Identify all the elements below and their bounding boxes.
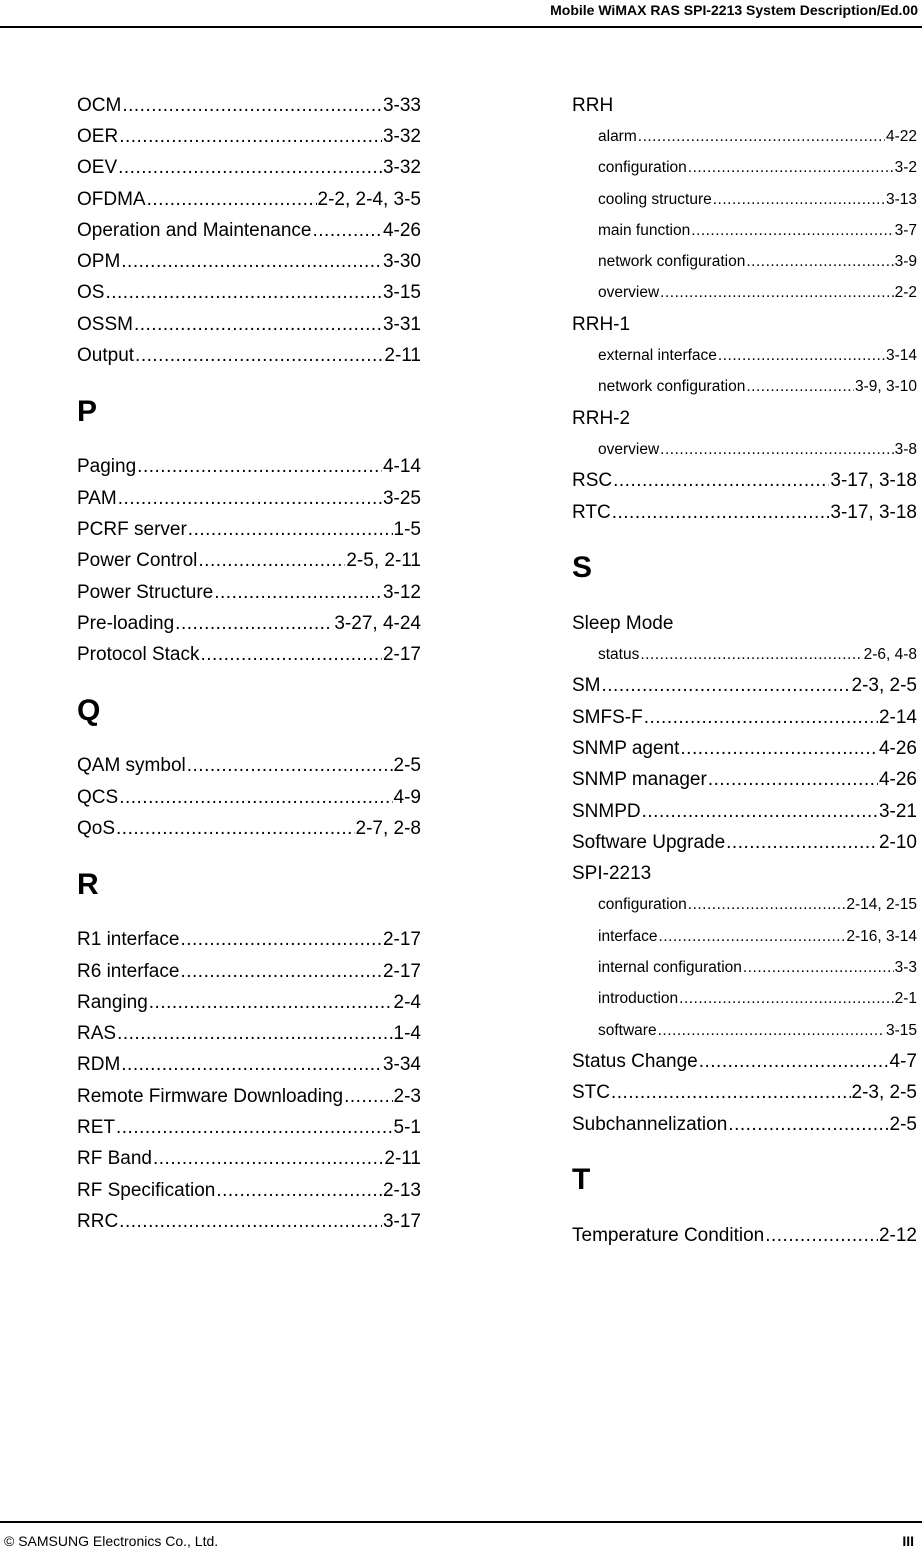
dot-leader — [642, 801, 878, 823]
index-page-ref: 4-26 — [878, 737, 917, 759]
index-term: RDM — [77, 1054, 121, 1076]
index-term: RAS — [77, 1023, 117, 1045]
index-term: Output — [77, 345, 135, 367]
index-entry — [77, 925, 421, 956]
index-term: OER — [77, 125, 119, 147]
index-page-ref: 3-34 — [382, 1054, 421, 1076]
dot-leader — [726, 832, 878, 854]
index-page-ref: 3-31 — [382, 313, 421, 335]
index-term: RSC — [572, 470, 613, 492]
index-page-ref: 3-33 — [382, 94, 421, 116]
index-page-ref: 3-2 — [894, 159, 917, 177]
index-entry — [572, 733, 917, 764]
index-term: QCS — [77, 786, 119, 808]
index-term: Subchannelization — [572, 1113, 728, 1135]
index-entry — [77, 1081, 421, 1112]
dot-leader — [602, 675, 851, 697]
index-page-ref: 2-13 — [382, 1179, 421, 1201]
index-page-ref: 2-16, 3-14 — [846, 927, 917, 945]
index-entry — [77, 956, 421, 987]
index-subentry — [572, 340, 917, 371]
dot-leader — [187, 755, 393, 777]
dot-leader — [640, 646, 862, 664]
index-page-ref: 3-7 — [894, 221, 917, 239]
dot-leader — [153, 1148, 383, 1170]
page-number: III — [902, 1533, 914, 1549]
dot-leader — [135, 345, 383, 367]
index-page-ref: 3-17, 3-18 — [830, 501, 917, 523]
index-page-ref: 2-17 — [382, 960, 421, 982]
index-entry — [572, 1078, 917, 1109]
dot-leader — [137, 456, 382, 478]
index-page-ref: 2-4 — [393, 991, 421, 1013]
index-page-ref: 2-6, 4-8 — [863, 646, 917, 664]
index-page-ref: 2-17 — [382, 929, 421, 951]
dot-leader — [644, 707, 878, 729]
section-letter-p: P — [77, 394, 98, 428]
dot-leader — [119, 787, 392, 809]
section-letter-s: S — [572, 551, 593, 585]
index-entry — [572, 671, 917, 702]
index-subentry — [572, 890, 917, 921]
index-term: Operation and Maintenance — [77, 219, 312, 241]
index-page-ref: 3-17, 3-18 — [830, 470, 917, 492]
index-page-ref: 2-3, 2-5 — [851, 1082, 917, 1104]
index-page-ref: 3-15 — [885, 1021, 917, 1039]
index-column-right — [572, 90, 917, 1252]
index-page-ref: 3-32 — [382, 125, 421, 147]
dot-leader — [117, 1023, 392, 1045]
dot-leader — [660, 441, 893, 459]
dot-leader — [658, 928, 845, 946]
index-term: RRC — [77, 1210, 119, 1232]
index-page-ref: 4-7 — [889, 1050, 917, 1072]
index-term: overview — [598, 284, 660, 302]
dot-leader — [688, 896, 846, 914]
index-term: RTC — [572, 501, 611, 523]
index-term: Protocol Stack — [77, 644, 200, 666]
index-page-ref: 3-27, 4-24 — [334, 612, 421, 634]
index-term: OSSM — [77, 313, 133, 335]
index-term: Paging — [77, 456, 137, 478]
dot-leader — [122, 95, 382, 117]
index-page-ref: 2-2 — [894, 284, 917, 302]
index-subentry — [572, 121, 917, 152]
index-term: R1 interface — [77, 929, 180, 951]
index-term: introduction — [598, 990, 679, 1008]
dot-leader — [718, 347, 885, 365]
index-subentry — [572, 1015, 917, 1046]
page-footer — [0, 1521, 922, 1551]
dot-leader — [198, 550, 345, 572]
index-subentry — [572, 984, 917, 1015]
dot-leader — [691, 222, 893, 240]
index-heading-rrh: RRH — [572, 94, 614, 116]
index-page-ref: 3-21 — [878, 800, 917, 822]
index-term: SNMP agent — [572, 737, 680, 759]
index-entry — [572, 796, 917, 827]
dot-leader — [175, 613, 333, 635]
index-page-ref: 3-8 — [894, 440, 917, 458]
index-term: R6 interface — [77, 960, 180, 982]
index-term: Software Upgrade — [572, 831, 726, 853]
index-term: SNMPD — [572, 800, 641, 822]
dot-leader — [679, 990, 893, 1008]
dot-leader — [713, 191, 885, 209]
index-entry — [572, 1220, 917, 1251]
index-entry — [77, 278, 421, 309]
dot-leader — [116, 818, 354, 840]
index-term: Power Control — [77, 550, 198, 572]
index-entry — [77, 1019, 421, 1050]
index-term: OFDMA — [77, 188, 146, 210]
index-page-ref: 3-15 — [382, 282, 421, 304]
index-subentry — [572, 246, 917, 277]
dot-leader — [105, 282, 382, 304]
index-page-ref: 2-11 — [384, 1148, 421, 1170]
index-page-ref: 3-9, 3-10 — [854, 378, 917, 396]
index-term: OCM — [77, 94, 122, 116]
index-term: OEV — [77, 157, 118, 179]
index-page-ref: 2-5 — [393, 755, 421, 777]
dot-leader — [119, 126, 382, 148]
index-entry — [77, 483, 421, 514]
index-term: SM — [572, 675, 601, 697]
dot-leader — [613, 470, 829, 492]
index-term: cooling structure — [598, 190, 712, 208]
dot-leader — [658, 1022, 885, 1040]
dot-leader — [201, 644, 382, 666]
index-entry — [77, 90, 421, 121]
dot-leader — [688, 159, 894, 177]
dot-leader — [188, 519, 393, 541]
section-letter-t: T — [572, 1163, 591, 1197]
index-entry — [77, 639, 421, 670]
index-page-ref: 3-3 — [894, 959, 917, 977]
index-term: main function — [598, 221, 691, 239]
dot-leader — [119, 1211, 382, 1233]
index-term: status — [598, 646, 640, 664]
index-subentry — [572, 639, 917, 670]
index-page-ref: 1-5 — [393, 518, 421, 540]
index-entry — [77, 546, 421, 577]
dot-leader — [638, 128, 885, 146]
index-term: interface — [598, 927, 658, 945]
index-entry — [77, 577, 421, 608]
dot-leader — [708, 769, 878, 791]
index-term: OPM — [77, 251, 121, 273]
index-term: overview — [598, 440, 660, 458]
index-entry — [77, 309, 421, 340]
index-page-ref: 2-1 — [894, 990, 917, 1008]
index-entry — [572, 765, 917, 796]
section-letter-r: R — [77, 867, 99, 901]
index-page-ref: 4-14 — [382, 456, 421, 478]
index-entry — [77, 184, 421, 215]
index-subentry — [572, 921, 917, 952]
section-letter-q: Q — [77, 693, 101, 727]
index-term: network configuration — [598, 253, 746, 271]
index-entry — [77, 1112, 421, 1143]
dot-leader — [214, 582, 382, 604]
dot-leader — [680, 738, 878, 760]
index-term: QoS — [77, 817, 116, 839]
index-term: network configuration — [598, 378, 746, 396]
dot-leader — [121, 251, 382, 273]
document-title: Mobile WiMAX RAS SPI-2213 System Description/Ed.00 — [550, 2, 918, 18]
index-entry — [572, 1109, 917, 1140]
dot-leader — [344, 1086, 392, 1108]
index-term: configuration — [598, 159, 687, 177]
index-page-ref: 2-5, 2-11 — [346, 550, 421, 572]
index-page-ref: 3-12 — [382, 581, 421, 603]
index-entry — [77, 608, 421, 639]
index-entry — [77, 782, 421, 813]
index-page-ref: 3-32 — [382, 157, 421, 179]
index-term: RET — [77, 1117, 115, 1139]
index-page-ref: 3-14 — [885, 347, 917, 365]
index-term: internal configuration — [598, 959, 742, 977]
index-entry — [77, 1206, 421, 1237]
dot-leader — [180, 929, 382, 951]
dot-leader — [699, 1051, 889, 1073]
index-subentry — [572, 153, 917, 184]
dot-leader — [216, 1180, 382, 1202]
dot-leader — [765, 1225, 878, 1247]
index-term: RF Specification — [77, 1179, 216, 1201]
index-page-ref: 3-13 — [885, 190, 917, 208]
index-term: software — [598, 1021, 657, 1039]
index-heading-sleep-mode: Sleep Mode — [572, 612, 674, 634]
dot-leader — [660, 284, 893, 302]
index-term: Remote Firmware Downloading — [77, 1085, 344, 1107]
index-entry — [77, 987, 421, 1018]
index-entry — [77, 121, 421, 152]
index-subentry — [572, 184, 917, 215]
dot-leader — [121, 1054, 382, 1076]
index-entry — [572, 497, 917, 528]
index-page-ref: 4-26 — [878, 769, 917, 791]
dot-leader — [118, 488, 382, 510]
dot-leader — [313, 220, 382, 242]
index-entry — [77, 1050, 421, 1081]
index-page-ref: 3-30 — [382, 251, 421, 273]
index-term: SMFS-F — [572, 706, 643, 728]
dot-leader — [743, 959, 894, 977]
index-entry — [77, 153, 421, 184]
index-entry — [77, 1144, 421, 1175]
dot-leader — [147, 189, 317, 211]
dot-leader — [746, 378, 854, 396]
index-heading-rrh-2: RRH-2 — [572, 407, 631, 429]
dot-leader — [180, 961, 382, 983]
index-entry — [77, 452, 421, 483]
index-page-ref: 4-22 — [885, 127, 917, 145]
index-term: Ranging — [77, 991, 148, 1013]
index-page-ref: 2-11 — [384, 345, 421, 367]
index-page-ref: 2-14, 2-15 — [846, 896, 917, 914]
index-page-ref: 2-14 — [878, 706, 917, 728]
index-term: external interface — [598, 347, 717, 365]
index-entry — [77, 514, 421, 545]
index-term: configuration — [598, 896, 687, 914]
index-page-ref: 3-17 — [382, 1210, 421, 1232]
index-page-ref: 2-17 — [382, 644, 421, 666]
index-column-left — [77, 90, 421, 1238]
index-page-ref: 4-26 — [382, 219, 421, 241]
index-page-ref: 5-1 — [393, 1117, 421, 1139]
index-subentry — [572, 434, 917, 465]
index-term: PAM — [77, 487, 117, 509]
index-page-ref: 2-3, 2-5 — [851, 675, 917, 697]
index-subentry — [572, 952, 917, 983]
index-page-ref: 2-10 — [878, 831, 917, 853]
dot-leader — [149, 992, 393, 1014]
index-entry — [77, 215, 421, 246]
index-page-ref: 2-3 — [393, 1085, 421, 1107]
index-term: Power Structure — [77, 581, 214, 603]
index-entry — [572, 466, 917, 497]
index-page-ref: 2-2, 2-4, 3-5 — [317, 188, 421, 210]
index-term: Pre-loading — [77, 612, 175, 634]
index-page-ref: 2-12 — [878, 1224, 917, 1246]
index-entry — [77, 813, 421, 844]
index-term: SNMP manager — [572, 769, 707, 791]
page-header — [0, 0, 922, 28]
dot-leader — [118, 157, 382, 179]
index-page-ref: 1-4 — [393, 1023, 421, 1045]
index-subentry — [572, 215, 917, 246]
index-entry — [572, 1046, 917, 1077]
index-page-ref: 3-9 — [894, 253, 917, 271]
index-heading-spi-2213: SPI-2213 — [572, 863, 652, 885]
index-subentry — [572, 372, 917, 403]
dot-leader — [612, 502, 830, 524]
dot-leader — [611, 1082, 851, 1104]
copyright-text: © SAMSUNG Electronics Co., Ltd. — [4, 1533, 219, 1549]
index-term: STC — [572, 1082, 610, 1104]
dot-leader — [134, 314, 382, 336]
index-term: alarm — [598, 127, 637, 145]
index-entry — [77, 1175, 421, 1206]
index-entry — [572, 827, 917, 858]
index-term: PCRF server — [77, 518, 187, 540]
index-term: Status Change — [572, 1050, 698, 1072]
index-entry — [572, 702, 917, 733]
index-term: QAM symbol — [77, 755, 186, 777]
dot-leader — [116, 1117, 393, 1139]
index-page-ref: 2-7, 2-8 — [355, 817, 421, 839]
index-entry — [77, 340, 421, 371]
index-term: OS — [77, 282, 105, 304]
index-entry — [77, 246, 421, 277]
index-entry — [77, 751, 421, 782]
index-page-ref: 3-25 — [382, 487, 421, 509]
index-subentry — [572, 278, 917, 309]
index-term: RF Band — [77, 1148, 152, 1170]
index-heading-rrh-1: RRH-1 — [572, 313, 631, 335]
dot-leader — [728, 1114, 888, 1136]
index-page-ref: 2-5 — [889, 1113, 917, 1135]
index-page-ref: 4-9 — [393, 786, 421, 808]
dot-leader — [746, 253, 893, 271]
index-term: Temperature Condition — [572, 1224, 765, 1246]
